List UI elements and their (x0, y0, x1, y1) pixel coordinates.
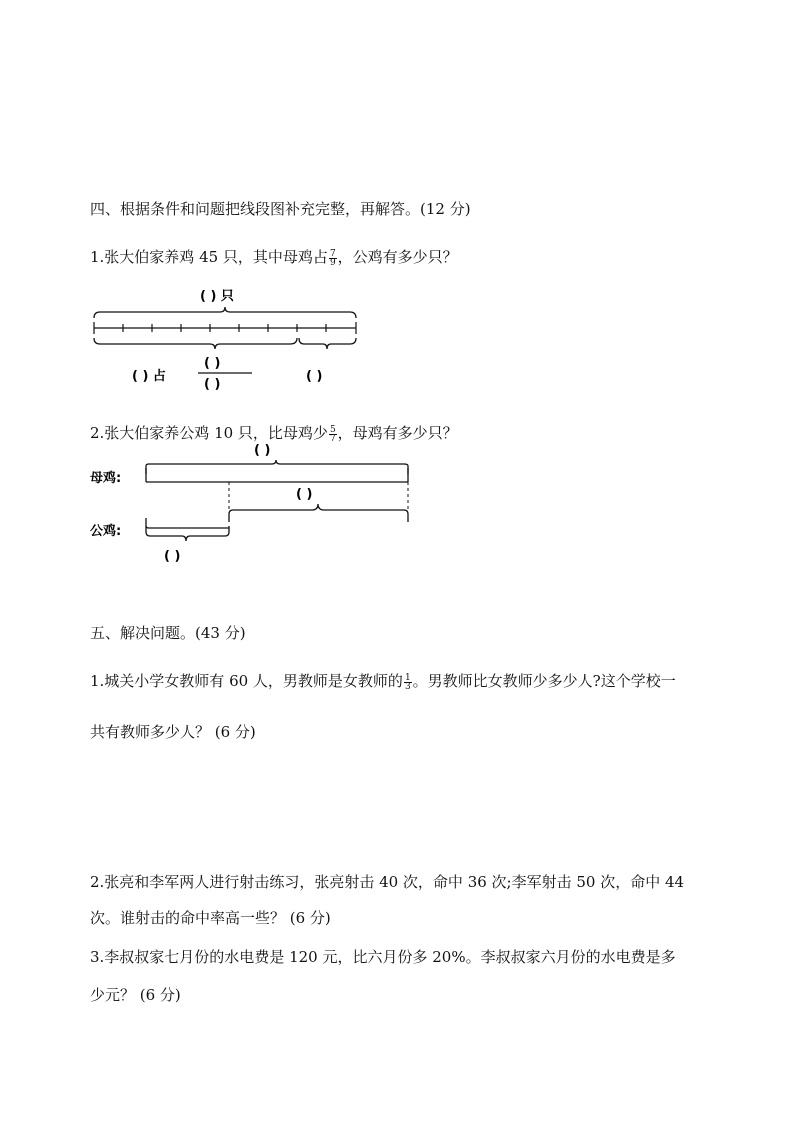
q1-frac-bottom: ( ) (204, 377, 221, 392)
rooster-label: 公鸡: (90, 524, 122, 539)
hen-label: 母鸡: (90, 471, 122, 486)
section5-question2-line2: 次。谁射击的命中率高一些？ (6 分) (90, 909, 331, 927)
q2-text-after: ，母鸡有多少只？ (337, 424, 458, 442)
q1-fraction: $\frac{7}{9}$ (329, 248, 336, 268)
section5-question1-line2: 共有教师多少人？ (6 分) (90, 723, 256, 741)
section5-question3-line2: 少元？ (6 分) (90, 986, 181, 1004)
q2-top-paren: ( ) (254, 443, 271, 458)
section5-question3-line1: 3.李叔叔家七月份的水电费是 120 元，比六月份多 20%。李叔叔家六月份的水电费是多 (90, 948, 676, 966)
q1-frac-top: ( ) (204, 356, 221, 371)
section4-heading: 四、根据条件和问题把线段图补充完整，再解答。(12 分) (90, 200, 471, 218)
q2-middle-paren: ( ) (296, 487, 313, 502)
section5-question2-line1: 2.张亮和李军两人进行射击练习，张亮射击 40 次，命中 36 次;李军射击 50 次，命中 44 (90, 873, 685, 891)
q2-text-before: 2.张大伯家养公鸡 10 只，比母鸡少 (90, 424, 328, 442)
section5-heading: 五、解决问题。(43 分) (90, 624, 246, 642)
q2-bottom-paren: ( ) (164, 549, 181, 564)
q1-segment-diagram (80, 280, 380, 395)
section5-question1-line1: 1.城关小学女教师有 60 人，男教师是女教师的 $\frac{1}{3}$ 。男教师比女教师少多少人?这个学校一 (90, 672, 676, 692)
q1-text-after: ，公鸡有多少只？ (337, 248, 458, 266)
q2-fraction: $\frac{5}{7}$ (329, 424, 336, 444)
q2-segment-diagram (86, 438, 416, 568)
q1-left-label: ( ) 占 (132, 369, 166, 384)
q1-right-label: ( ) (306, 369, 323, 384)
s5-q1-fraction: $\frac{1}{3}$ (404, 672, 411, 692)
section4-question1 (90, 246, 458, 267)
q1-top-label: ( ) 只 (200, 289, 234, 304)
q1-text-before: 1.张大伯家养鸡 45 只，其中母鸡占 (90, 248, 328, 266)
